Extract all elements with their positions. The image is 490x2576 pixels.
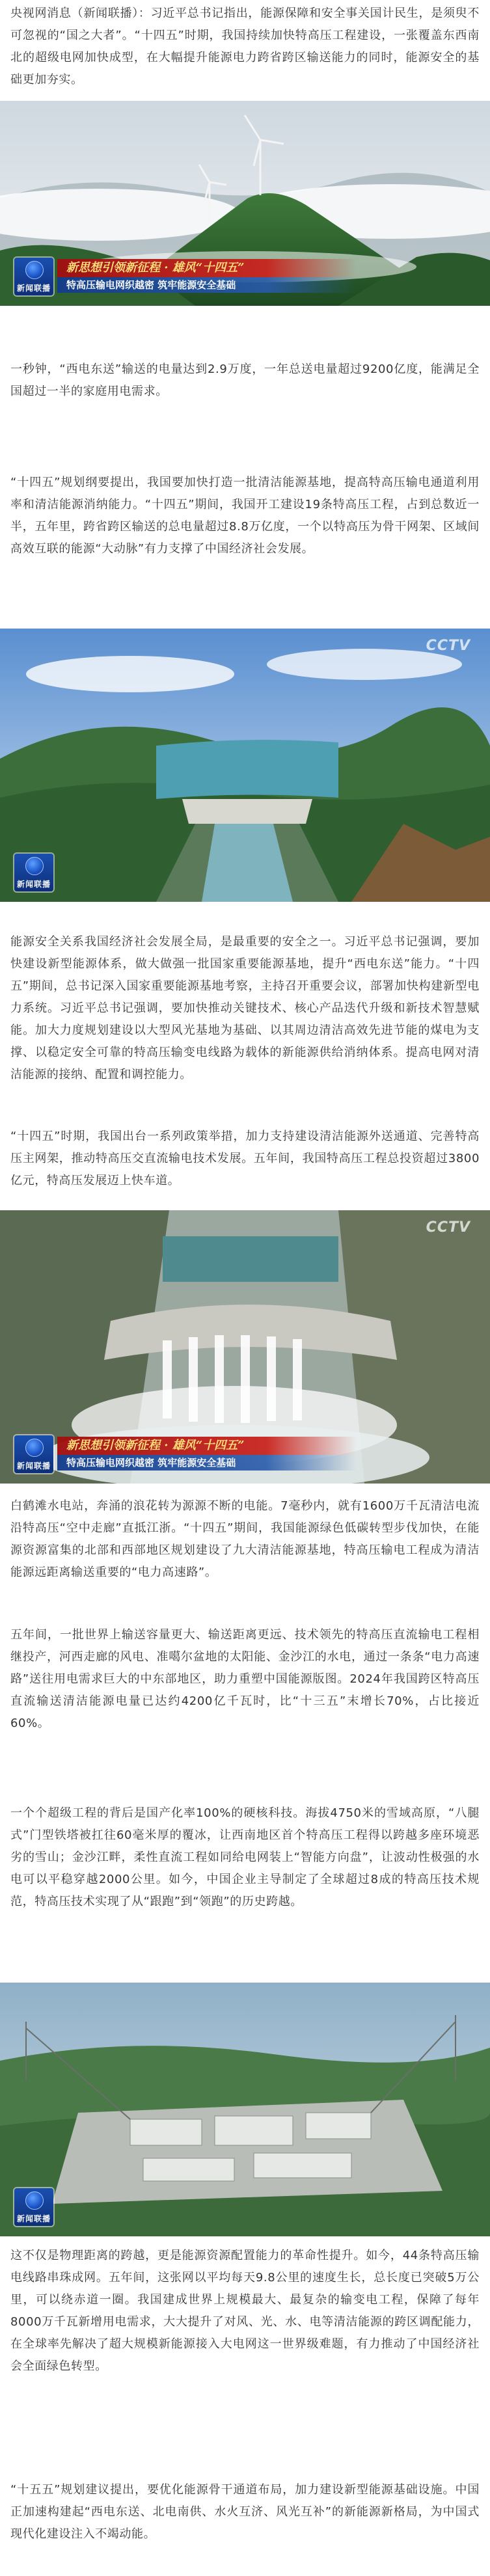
photo-converter-station <box>0 1983 490 2236</box>
article-paragraph-5: “十四五”时期，我国出台一系列政策举措，加力支持建设清洁能源外送通道、完善特高压主网架，推动特高压交直流输电技术发展。五年间，我国特高压工程总投资超过3800亿元，特高压发展迈上快车道。 <box>10 1130 480 1187</box>
news-program-logo <box>14 2188 53 2226</box>
article-paragraph-1: 央视网消息（新闻联播）：习近平总书记指出，能源保障和安全事关国计民生，是须臾不可忽视的“国之大者”。“十四五”时期，我国持续加快特高压工程建设，一张覆盖东西南北的超级电网加快成型，在大幅提升能源电力跨省跨区输送能力的同时，能源安全的基础更加夯实。 <box>10 7 480 87</box>
article-paragraph-2: 一秒钟，“西电东送”输送的电量达到2.9万度，一年总送电量超过9200亿度，能满足全国超过一半的家庭用电需求。 <box>10 362 480 398</box>
news-caption-banner <box>57 1437 357 1472</box>
caption-slogan: 新思想引领新征程 · 雄风“十四五” <box>57 259 357 277</box>
news-caption-banner <box>57 259 357 294</box>
globe-icon <box>25 857 44 875</box>
news-program-logo <box>14 1435 53 1473</box>
globe-icon <box>25 1439 44 1457</box>
caption-slogan: 新思想引领新征程 · 雄风“十四五” <box>57 1437 357 1455</box>
article-paragraph-10: “十五五”规划建议提出，要优化能源骨干通道布局，加力建设新型能源基础设施。中国正加速构建起“西电东送、北电南供、水火互济、风光互补”的新能源新格局，为中国式现代化建设注入不竭动能。 <box>10 2483 480 2541</box>
logo-text: 新闻联播 <box>16 284 51 293</box>
hydropower-dam-scene <box>0 629 490 902</box>
article-paragraph-3: “十四五”规划纲要提出，我国要加快打造一批清洁能源基地，提高特高压输电通道利用率和清洁能源消纳能力。“十四五”期间，我国开工建设19条特高压工程，占到总数近一半，五年里，跨省跨区输送的总电量超过8.8万亿度，一个以特高压为骨干网架、区域间高效互联的能源“大动脉”有力支撑了中国经济社会发展。 <box>10 476 480 556</box>
logo-text: 新闻联播 <box>16 1461 51 1471</box>
article-paragraph-4: 能源安全关系我国经济社会发展全局，是最重要的安全之一。习近平总书记强调，要加快建设新型能源体系，做大做强一批国家重要能源基地，提升“西电东送”能力。“十四五”期间，总书记深入国家重要能源基地考察，主持召开重要会议，部署加快构建新型电力系统。习近平总书记强调，要加快推动关键技术、核心产品迭代升级和新技术智慧赋能。加大力度规划建设以大型风光基地为基础、以其周边清洁高效先进节能的煤电为支撑、以稳定安全可靠的特高压输变电线路为载体的新能源供给消纳体系。提高电网对清洁能源的接纳、配置和调控能力。 <box>10 935 480 1081</box>
photo-hydropower-dam <box>0 629 490 902</box>
globe-icon <box>25 261 44 279</box>
article-paragraph-9: 这不仅是物理距离的跨越，更是能源资源配置能力的革命性提升。如今，44条特高压输电线路串珠成网。五年间，这张网以平均每天9.8公里的速度生长，总长度已突破5万公里，可以绕赤道一圈。我国建成世界上规模最大、最复杂的输变电工程，保障了每年8000万千瓦新增用电需求，大大提升了对风、光、水、电等清洁能源的跨区调配能力，在全球率先解决了超大规模新能源接入大电网这一世界级难题，有力推动了中国经济社会全面绿色转型。 <box>10 2249 480 2373</box>
cctv-watermark: CCTV <box>426 1219 470 1236</box>
caption-title: 特高压输电网织越密 筑牢能源安全基础 <box>57 1455 357 1471</box>
globe-icon <box>25 2191 44 2210</box>
article-paragraph-6: 白鹤滩水电站，奔涌的浪花转为源源不断的电能。7毫秒内，就有1600万千瓦清洁电流沿特高压“空中走廊”直抵江浙。“十四五”期间，我国能源绿色低碳转型步伐加快，在能源资源富集的北部和西部地区规划建设了九大清洁能源基地，特高压输电工程成为清洁能源远距离输送重要的“电力高速路”。 <box>10 1499 480 1579</box>
converter-station-scene <box>0 1983 490 2236</box>
news-program-logo <box>14 854 53 891</box>
photo-wind-turbines <box>0 101 490 306</box>
article-paragraph-8: 一个个超级工程的背后是国产化率100%的硬核科技。海拔4750米的雪域高原，“八腿式”门型铁塔被扛往60毫米厚的覆冰，让西南地区首个特高压工程得以跨越多座环境恶劣的雪山；金沙江畔，柔性直流工程如同给电网装上“智能方向盘”，让波动性极强的水电可以平稳穿越2000公里。如今，中国企业主导制定了全球超过8成的特高压技术规范，特高压技术实现了从“跟跑”到“领跑”的历史跨越。 <box>10 1806 480 1908</box>
news-program-logo <box>14 258 53 295</box>
cctv-watermark: CCTV <box>426 638 470 654</box>
caption-title: 特高压输电网织越密 筑牢能源安全基础 <box>57 277 357 293</box>
logo-text: 新闻联播 <box>16 880 51 889</box>
article-paragraph-7: 五年间，一批世界上输送容量更大、输送距离更远、技术领先的特高压直流输电工程相继投产，河西走廊的风电、准噶尔盆地的太阳能、金沙江的水电，通过一条条“电力高速路”送往用电需求巨大的中东部地区，助力重塑中国能源版图。2024年我国跨区特高压直流输送清洁能源电量已达约4200亿千瓦时，比“十三五”末增长70%，占比接近60%。 <box>10 1628 480 1730</box>
logo-text: 新闻联播 <box>16 2214 51 2223</box>
photo-baihetan-dam <box>0 1210 490 1484</box>
